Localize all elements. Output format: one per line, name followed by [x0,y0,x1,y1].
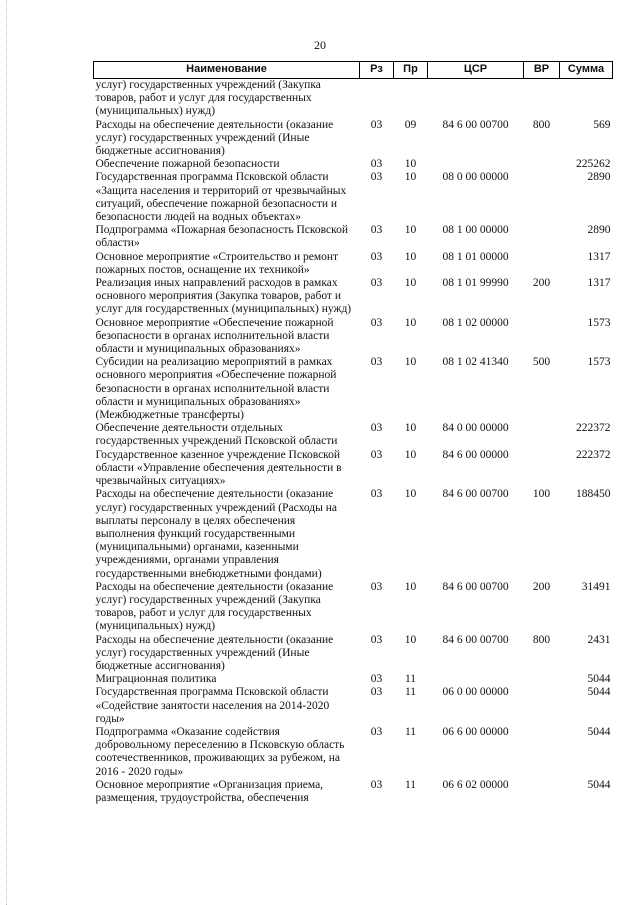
cell-csr [428,79,524,119]
cell-vr [524,158,560,171]
cell-name: Реализация иных направлений расходов в рамках основного мероприятия (Закупка товаров, работ и услуг для государственных (муниципальных) нужд) [95,277,352,316]
cell-pr: 10 [404,448,417,461]
table-row [94,277,613,317]
table-row [94,79,613,119]
table-row [94,686,613,726]
cell-csr: 06 6 02 00000 [442,778,509,791]
table-row [94,119,613,159]
cell-pr: 10 [404,224,417,237]
cell-csr: 08 1 02 41340 [442,356,509,369]
cell-rz: 03 [370,488,383,501]
cell-rz: 03 [370,224,383,237]
cell-vr [524,779,560,805]
cell-vr: 200 [532,580,551,593]
cell-sum: 569 [593,118,611,131]
cell-vr [524,317,560,357]
cell-csr: 84 6 00 00700 [442,488,509,501]
header-name: Наименование [94,62,360,79]
cell-vr [524,251,560,277]
table-row [94,488,613,580]
cell-name: Субсидии на реализацию мероприятий в рамках основного мероприятия «Обеспечение пожарной безопасности в органах исполнительной власти области и муниципальных образованиях» (Межбюджетные трансферты) [95,356,337,422]
cell-vr [524,726,560,779]
cell-name: Расходы на обеспечение деятельности (оказание услуг) государственных учреждений (Расходы на выплаты персоналу в целях обеспечения выполнения функций государственными (муниципальными) органами, казенными учреждениями, органами управления государственными внебюджетными фондами) [95,488,338,580]
cell-pr: 10 [404,580,417,593]
cell-rz: 03 [370,725,383,738]
header-csr: ЦСР [428,62,524,79]
cell-csr: 06 0 00 00000 [442,686,509,699]
cell-vr [524,686,560,726]
cell-sum: 1573 [587,356,611,369]
cell-sum: 1573 [587,316,611,329]
cell-name: Подпрограмма «Оказание содействия добровольному переселению в Псковскую область соотечественников, проживающих за рубежом, на 2016 - 2020 годы» [95,725,345,778]
cell-csr: 08 1 02 00000 [442,316,509,329]
cell-csr [428,673,524,686]
cell-rz: 03 [370,356,383,369]
cell-pr: 11 [404,673,417,686]
cell-pr: 10 [404,277,417,290]
cell-csr: 84 6 00 00700 [442,580,509,593]
cell-vr: 800 [532,118,551,131]
cell-pr: 10 [404,250,417,263]
cell-name: Миграционная политика [95,673,217,686]
cell-name: услуг) государственных учреждений (Закупка товаров, работ и услуг для государственных (муниципальных) нужд) [95,79,321,118]
cell-rz: 03 [370,448,383,461]
cell-rz: 03 [370,580,383,593]
cell-vr: 800 [532,633,551,646]
cell-pr: 10 [404,422,417,435]
cell-vr [524,79,560,119]
cell-sum [560,79,613,119]
page-number: 20 [314,38,326,52]
cell-name: Обеспечение деятельности отдельных государственных учреждений Псковской области [95,422,338,448]
table-row [94,422,613,448]
cell-rz: 03 [370,171,383,184]
cell-sum: 1317 [587,250,611,263]
table-body [94,79,613,806]
cell-pr: 10 [404,171,417,184]
cell-name: Основное мероприятие «Организация приема, размещения, трудоустройства, обеспечения [95,778,324,804]
cell-name: Основное мероприятие «Строительство и ремонт пожарных постов, оснащение их техникой» [95,250,339,276]
table-row [94,634,613,674]
cell-rz: 03 [370,316,383,329]
cell-vr [524,449,560,489]
cell-vr: 200 [532,277,551,290]
table-row [94,673,613,686]
cell-vr [524,171,560,224]
cell-name: Государственная программа Псковской области «Содействие занятости населения на 2014-2020 годы» [95,686,330,725]
table-row [94,171,613,224]
cell-rz: 03 [370,778,383,791]
cell-csr [428,158,524,171]
cell-csr: 08 1 00 00000 [442,224,509,237]
table-header-row [94,62,613,79]
cell-vr: 100 [532,488,551,501]
cell-sum: 222372 [576,422,611,435]
header-rz: Рз [360,62,394,79]
cell-sum: 5044 [587,686,611,699]
cell-sum: 1317 [587,277,611,290]
cell-vr [524,224,560,250]
cell-pr: 10 [404,158,417,171]
cell-sum: 188450 [576,488,611,501]
cell-sum: 225262 [576,158,611,171]
cell-name: Государственное казенное учреждение Псковской области «Управление обеспечения деятельности в чрезвычайных ситуациях» [95,448,342,488]
header-vr: ВР [524,62,560,79]
cell-csr: 84 0 00 00000 [442,422,509,435]
cell-vr: 500 [532,356,551,369]
table-row [94,158,613,171]
cell-csr: 84 6 00 00700 [442,118,509,131]
cell-name: Государственная программа Псковской области «Защита населения и территорий от чрезвычайных ситуаций, обеспечение пожарной безопасности и безопасности людей на водных объектах» [95,171,347,224]
header-sum: Сумма [560,62,613,79]
cell-csr: 84 6 00 00700 [442,633,509,646]
cell-rz: 03 [370,673,383,686]
cell-name: Подпрограмма «Пожарная безопасность Псковской области» [95,224,349,250]
cell-sum: 2890 [587,224,611,237]
cell-pr: 10 [404,488,417,501]
cell-rz: 03 [370,250,383,263]
cell-sum: 31491 [581,580,611,593]
cell-rz: 03 [370,422,383,435]
cell-sum: 5044 [587,778,611,791]
cell-csr: 08 0 00 00000 [442,171,509,184]
cell-sum: 2431 [587,633,611,646]
cell-rz: 03 [370,633,383,646]
cell-rz: 03 [370,158,383,171]
cell-csr: 84 6 00 00000 [442,448,509,461]
cell-csr: 08 1 01 00000 [442,250,509,263]
table-row [94,224,613,250]
cell-rz: 03 [370,118,383,131]
cell-name: Расходы на обеспечение деятельности (оказание услуг) государственных учреждений (Иные бюджетные ассигнования) [95,118,334,158]
cell-rz [360,79,394,119]
budget-table [93,61,613,805]
cell-pr [394,79,428,119]
cell-pr: 11 [404,686,417,699]
cell-rz: 03 [370,277,383,290]
table-row [94,581,613,634]
cell-name: Основное мероприятие «Обеспечение пожарной безопасности в органах исполнительной власти области и муниципальных образованиях» [95,316,334,356]
cell-sum: 2890 [587,171,611,184]
cell-name: Обеспечение пожарной безопасности [95,158,280,171]
cell-pr: 10 [404,356,417,369]
cell-pr: 10 [404,633,417,646]
cell-vr [524,422,560,448]
cell-rz: 03 [370,686,383,699]
table-row [94,251,613,277]
table-row [94,356,613,422]
cell-pr: 11 [404,778,417,791]
header-pr: Пр [394,62,428,79]
table-row [94,449,613,489]
table-row [94,317,613,357]
cell-sum: 5044 [587,725,611,738]
cell-name: Расходы на обеспечение деятельности (оказание услуг) государственных учреждений (Иные бюджетные ассигнования) [95,633,334,672]
cell-sum: 5044 [587,673,611,686]
cell-pr: 09 [404,118,417,131]
cell-pr: 10 [404,316,417,329]
cell-csr: 08 1 01 99990 [442,277,509,290]
cell-name: Расходы на обеспечение деятельности (оказание услуг) государственных учреждений (Закупка товаров, работ и услуг для государственных (муниципальных) нужд) [95,580,334,633]
cell-csr: 06 6 00 00000 [442,725,509,738]
cell-pr: 11 [404,725,417,738]
scan-edge-line [6,0,8,905]
cell-sum: 222372 [576,448,611,461]
cell-vr [524,673,560,686]
table-row [94,726,613,779]
table-row [94,779,613,805]
